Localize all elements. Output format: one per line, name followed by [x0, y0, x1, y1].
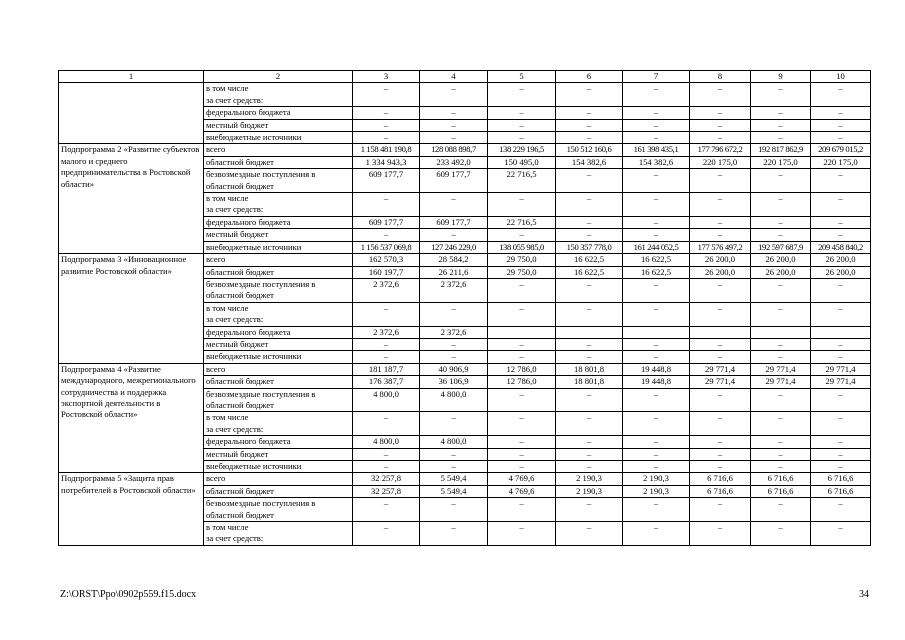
amount-cell: 32 257,8	[353, 485, 420, 497]
table-row	[59, 473, 871, 485]
amount-cell: –	[623, 498, 690, 522]
amount-cell: 26 211,6	[420, 266, 488, 278]
amount-cell: 6 716,6	[811, 485, 871, 497]
amount-cell	[556, 326, 623, 338]
amount-cell: 29 750,0	[488, 254, 556, 266]
amount-cell: 16 622,5	[556, 266, 623, 278]
funding-source-label: всего	[204, 363, 353, 375]
amount-cell: –	[690, 216, 751, 228]
table-row	[59, 144, 871, 156]
amount-cell: –	[623, 388, 690, 412]
amount-cell: 150 495,0	[488, 156, 556, 168]
amount-cell: –	[811, 132, 871, 144]
amount-cell: 29 771,4	[690, 376, 751, 388]
amount-cell: 36 106,9	[420, 376, 488, 388]
amount-cell: –	[420, 351, 488, 363]
amount-cell: –	[751, 412, 811, 436]
amount-cell: 192 817 862,9	[751, 144, 811, 156]
amount-cell: 6 716,6	[690, 485, 751, 497]
funding-source-label: внебюджетные источники	[204, 132, 353, 144]
column-header-6: 6	[556, 71, 623, 83]
amount-cell: –	[811, 107, 871, 119]
amount-cell: –	[690, 229, 751, 241]
amount-cell: –	[420, 132, 488, 144]
funding-source-label: всего	[204, 473, 353, 485]
amount-cell: 177 796 672,2	[690, 144, 751, 156]
amount-cell: –	[353, 522, 420, 546]
amount-cell: –	[556, 119, 623, 131]
table-row	[59, 254, 871, 266]
amount-cell: –	[353, 412, 420, 436]
amount-cell: 4 769,6	[488, 473, 556, 485]
amount-cell: –	[488, 412, 556, 436]
amount-cell: –	[488, 83, 556, 107]
funding-source-label: всего	[204, 144, 353, 156]
amount-cell: –	[690, 498, 751, 522]
amount-cell: 28 584,2	[420, 254, 488, 266]
amount-cell: 26 200,0	[690, 254, 751, 266]
amount-cell: –	[556, 461, 623, 473]
amount-cell: –	[353, 119, 420, 131]
funding-source-label: федерального бюджета	[204, 216, 353, 228]
amount-cell: 138 055 985,0	[488, 241, 556, 253]
amount-cell: –	[556, 448, 623, 460]
amount-cell: –	[623, 169, 690, 193]
table-body	[59, 83, 871, 545]
funding-source-label: безвозмездные поступления в областной бюджет	[204, 498, 353, 522]
amount-cell: –	[811, 412, 871, 436]
amount-cell: –	[811, 83, 871, 107]
funding-source-label: федерального бюджета	[204, 326, 353, 338]
amount-cell: –	[623, 132, 690, 144]
amount-cell: 209 679 015,2	[811, 144, 871, 156]
amount-cell	[811, 326, 871, 338]
amount-cell: 233 492,0	[420, 156, 488, 168]
amount-cell: –	[690, 461, 751, 473]
subprogram-name: Подпрограмма 5 «Защита прав потребителей в Ростовской области»	[59, 473, 204, 545]
amount-cell: –	[751, 448, 811, 460]
column-header-4: 4	[420, 71, 488, 83]
amount-cell: –	[556, 216, 623, 228]
amount-cell: 176 387,7	[353, 376, 420, 388]
amount-cell: –	[811, 351, 871, 363]
amount-cell: 4 769,6	[488, 485, 556, 497]
amount-cell: 32 257,8	[353, 473, 420, 485]
amount-cell: –	[488, 522, 556, 546]
amount-cell: –	[751, 216, 811, 228]
amount-cell: –	[623, 193, 690, 217]
amount-cell: –	[353, 132, 420, 144]
amount-cell: 19 448,8	[623, 363, 690, 375]
amount-cell: –	[811, 522, 871, 546]
amount-cell: –	[690, 83, 751, 107]
amount-cell: –	[353, 229, 420, 241]
amount-cell: 26 200,0	[751, 254, 811, 266]
amount-cell: –	[690, 338, 751, 350]
header-row	[59, 71, 871, 83]
amount-cell: –	[751, 302, 811, 326]
amount-cell: 161 398 435,1	[623, 144, 690, 156]
amount-cell: –	[556, 169, 623, 193]
amount-cell: –	[556, 302, 623, 326]
amount-cell: 5 549,4	[420, 485, 488, 497]
amount-cell: 1 158 481 190,8	[353, 144, 420, 156]
amount-cell: –	[811, 169, 871, 193]
amount-cell: 4 800,0	[420, 436, 488, 448]
funding-source-label: внебюджетные источники	[204, 461, 353, 473]
amount-cell: 6 716,6	[690, 473, 751, 485]
amount-cell	[690, 326, 751, 338]
amount-cell: –	[488, 119, 556, 131]
amount-cell: –	[488, 448, 556, 460]
amount-cell: 16 622,5	[623, 266, 690, 278]
amount-cell: –	[811, 119, 871, 131]
amount-cell: 2 190,3	[556, 473, 623, 485]
amount-cell: 5 549,4	[420, 473, 488, 485]
amount-cell: –	[353, 107, 420, 119]
column-header-2: 2	[204, 71, 353, 83]
amount-cell: –	[751, 351, 811, 363]
amount-cell: 161 244 052,5	[623, 241, 690, 253]
amount-cell: 26 200,0	[811, 266, 871, 278]
amount-cell: 160 197,7	[353, 266, 420, 278]
amount-cell: –	[420, 498, 488, 522]
amount-cell: –	[751, 107, 811, 119]
funding-source-label: областной бюджет	[204, 266, 353, 278]
amount-cell: –	[690, 193, 751, 217]
amount-cell: –	[811, 448, 871, 460]
amount-cell: 609 177,7	[353, 216, 420, 228]
amount-cell: 150 357 778,0	[556, 241, 623, 253]
subprogram-name: Подпрограмма 2 «Развитие субъектов малого и среднего предпринимательства в Ростовской области»	[59, 144, 204, 254]
amount-cell: –	[488, 193, 556, 217]
funding-source-label: областной бюджет	[204, 156, 353, 168]
amount-cell: –	[420, 461, 488, 473]
amount-cell: –	[556, 83, 623, 107]
subprogram-name	[59, 83, 204, 144]
amount-cell: 2 372,6	[420, 278, 488, 302]
subprogram-name: Подпрограмма 3 «Инновационное развитие Ростовской области»	[59, 254, 204, 364]
amount-cell: –	[556, 412, 623, 436]
amount-cell: –	[623, 229, 690, 241]
amount-cell: –	[690, 522, 751, 546]
amount-cell: 4 800,0	[420, 388, 488, 412]
amount-cell: –	[690, 388, 751, 412]
amount-cell: –	[811, 278, 871, 302]
amount-cell: 26 200,0	[690, 266, 751, 278]
amount-cell: –	[556, 522, 623, 546]
amount-cell: –	[623, 302, 690, 326]
document-path: Z:\ORST\Ppo\0902p559.f15.docx	[60, 589, 197, 600]
amount-cell: 40 906,9	[420, 363, 488, 375]
amount-cell: –	[690, 351, 751, 363]
table-row	[59, 83, 871, 107]
amount-cell: –	[811, 338, 871, 350]
amount-cell: –	[690, 302, 751, 326]
amount-cell: –	[488, 388, 556, 412]
amount-cell: 220 175,0	[690, 156, 751, 168]
amount-cell: –	[811, 461, 871, 473]
amount-cell: 16 622,5	[556, 254, 623, 266]
funding-source-label: в том числе за счет средств:	[204, 302, 353, 326]
amount-cell: –	[420, 193, 488, 217]
amount-cell: –	[623, 436, 690, 448]
funding-source-label: местный бюджет	[204, 448, 353, 460]
column-header-9: 9	[751, 71, 811, 83]
amount-cell: 6 716,6	[751, 473, 811, 485]
amount-cell: 22 716,5	[488, 169, 556, 193]
amount-cell: –	[488, 498, 556, 522]
page-number: 34	[859, 589, 869, 600]
funding-source-label: федерального бюджета	[204, 107, 353, 119]
amount-cell: –	[751, 119, 811, 131]
amount-cell: –	[488, 338, 556, 350]
amount-cell: –	[556, 107, 623, 119]
amount-cell: –	[556, 436, 623, 448]
funding-source-label: безвозмездные поступления в областной бюджет	[204, 278, 353, 302]
amount-cell: –	[488, 278, 556, 302]
amount-cell: 26 200,0	[811, 254, 871, 266]
amount-cell: 4 800,0	[353, 388, 420, 412]
amount-cell: –	[751, 229, 811, 241]
amount-cell: –	[353, 461, 420, 473]
amount-cell: –	[751, 132, 811, 144]
funding-source-label: безвозмездные поступления в областной бюджет	[204, 388, 353, 412]
amount-cell: –	[420, 119, 488, 131]
amount-cell: –	[811, 302, 871, 326]
amount-cell: 4 800,0	[353, 436, 420, 448]
amount-cell: –	[556, 498, 623, 522]
column-header-3: 3	[353, 71, 420, 83]
amount-cell: –	[556, 351, 623, 363]
amount-cell: –	[353, 193, 420, 217]
amount-cell: –	[420, 448, 488, 460]
amount-cell: 19 448,8	[623, 376, 690, 388]
amount-cell: –	[751, 436, 811, 448]
amount-cell: 2 190,3	[623, 485, 690, 497]
amount-cell: 29 771,4	[811, 376, 871, 388]
amount-cell: 609 177,7	[420, 169, 488, 193]
amount-cell: –	[623, 107, 690, 119]
amount-cell: 127 246 229,0	[420, 241, 488, 253]
amount-cell: –	[420, 302, 488, 326]
amount-cell: 29 771,4	[811, 363, 871, 375]
amount-cell: 6 716,6	[751, 485, 811, 497]
funding-source-label: в том числе за счет средств:	[204, 522, 353, 546]
amount-cell: 29 771,4	[751, 363, 811, 375]
amount-cell: –	[488, 229, 556, 241]
amount-cell: –	[623, 412, 690, 436]
amount-cell: –	[353, 338, 420, 350]
table-row	[59, 363, 871, 375]
amount-cell: 150 512 160,6	[556, 144, 623, 156]
amount-cell: –	[420, 107, 488, 119]
amount-cell: 12 786,0	[488, 363, 556, 375]
amount-cell: 162 570,3	[353, 254, 420, 266]
amount-cell	[623, 326, 690, 338]
amount-cell: 192 597 687,9	[751, 241, 811, 253]
funding-source-label: местный бюджет	[204, 338, 353, 350]
amount-cell: –	[488, 107, 556, 119]
column-header-1: 1	[59, 71, 204, 83]
table-header	[59, 71, 871, 83]
amount-cell: –	[811, 216, 871, 228]
amount-cell: 29 771,4	[751, 376, 811, 388]
amount-cell: –	[353, 302, 420, 326]
amount-cell: 2 190,3	[556, 485, 623, 497]
amount-cell: –	[690, 278, 751, 302]
amount-cell: 2 372,6	[420, 326, 488, 338]
amount-cell: 2 190,3	[623, 473, 690, 485]
amount-cell: –	[751, 169, 811, 193]
funding-source-label: местный бюджет	[204, 119, 353, 131]
amount-cell: –	[811, 436, 871, 448]
amount-cell: –	[623, 461, 690, 473]
amount-cell	[751, 326, 811, 338]
amount-cell: 220 175,0	[811, 156, 871, 168]
amount-cell: –	[690, 132, 751, 144]
amount-cell: –	[623, 216, 690, 228]
amount-cell: 18 801,8	[556, 363, 623, 375]
amount-cell: –	[556, 278, 623, 302]
amount-cell: –	[690, 169, 751, 193]
amount-cell: –	[623, 338, 690, 350]
funding-source-label: в том числе за счет средств:	[204, 412, 353, 436]
funding-source-label: внебюджетные источники	[204, 241, 353, 253]
amount-cell: 609 177,7	[420, 216, 488, 228]
amount-cell: –	[556, 338, 623, 350]
amount-cell: –	[420, 522, 488, 546]
funding-source-label: внебюджетные источники	[204, 351, 353, 363]
amount-cell: 209 458 840,2	[811, 241, 871, 253]
amount-cell: 181 187,7	[353, 363, 420, 375]
amount-cell: –	[353, 83, 420, 107]
amount-cell: –	[811, 498, 871, 522]
amount-cell: 2 372,6	[353, 278, 420, 302]
amount-cell: –	[420, 338, 488, 350]
amount-cell: 128 088 898,7	[420, 144, 488, 156]
amount-cell: –	[353, 498, 420, 522]
amount-cell: –	[623, 83, 690, 107]
amount-cell: –	[751, 193, 811, 217]
amount-cell: –	[751, 388, 811, 412]
amount-cell: 154 382,6	[623, 156, 690, 168]
amount-cell: –	[690, 107, 751, 119]
amount-cell: –	[690, 448, 751, 460]
amount-cell: –	[751, 522, 811, 546]
amount-cell: 16 622,5	[623, 254, 690, 266]
amount-cell: –	[353, 448, 420, 460]
amount-cell: 29 771,4	[690, 363, 751, 375]
amount-cell: 1 334 943,3	[353, 156, 420, 168]
amount-cell: 138 229 196,5	[488, 144, 556, 156]
funding-source-label: областной бюджет	[204, 376, 353, 388]
amount-cell: –	[556, 193, 623, 217]
funding-source-label: всего	[204, 254, 353, 266]
amount-cell: 18 801,8	[556, 376, 623, 388]
amount-cell: –	[488, 302, 556, 326]
amount-cell: 12 786,0	[488, 376, 556, 388]
amount-cell: –	[751, 461, 811, 473]
amount-cell: 609 177,7	[353, 169, 420, 193]
amount-cell: –	[811, 193, 871, 217]
amount-cell: –	[623, 119, 690, 131]
amount-cell: –	[488, 436, 556, 448]
amount-cell: 154 382,6	[556, 156, 623, 168]
amount-cell: 177 576 497,2	[690, 241, 751, 253]
funding-source-label: областной бюджет	[204, 485, 353, 497]
amount-cell: –	[751, 338, 811, 350]
amount-cell: –	[556, 132, 623, 144]
amount-cell: –	[420, 83, 488, 107]
amount-cell: 220 175,0	[751, 156, 811, 168]
subprogram-name: Подпрограмма 4 «Развитие международного, межрегионального сотрудничества и поддержка экспортной деятельности в Ростовской области»	[59, 363, 204, 473]
funding-source-label: в том числе за счет средств:	[204, 193, 353, 217]
amount-cell: –	[751, 498, 811, 522]
amount-cell: –	[623, 522, 690, 546]
funding-source-label: в том числе за счет средств:	[204, 83, 353, 107]
amount-cell: –	[488, 351, 556, 363]
column-header-8: 8	[690, 71, 751, 83]
amount-cell: –	[488, 461, 556, 473]
amount-cell: –	[353, 351, 420, 363]
amount-cell: 2 372,6	[353, 326, 420, 338]
amount-cell: –	[420, 229, 488, 241]
column-header-10: 10	[811, 71, 871, 83]
amount-cell: –	[690, 436, 751, 448]
amount-cell: –	[623, 278, 690, 302]
amount-cell: 26 200,0	[751, 266, 811, 278]
funding-source-label: федерального бюджета	[204, 436, 353, 448]
amount-cell: 6 716,6	[811, 473, 871, 485]
amount-cell: –	[556, 229, 623, 241]
amount-cell: –	[420, 412, 488, 436]
amount-cell: –	[811, 229, 871, 241]
amount-cell: –	[751, 83, 811, 107]
amount-cell: 29 750,0	[488, 266, 556, 278]
funding-source-label: местный бюджет	[204, 229, 353, 241]
funding-source-label: безвозмездные поступления в областной бюджет	[204, 169, 353, 193]
amount-cell: –	[556, 388, 623, 412]
amount-cell: –	[811, 388, 871, 412]
amount-cell: –	[488, 132, 556, 144]
amount-cell	[488, 326, 556, 338]
amount-cell: –	[623, 351, 690, 363]
amount-cell: –	[751, 278, 811, 302]
amount-cell: 1 156 537 069,8	[353, 241, 420, 253]
amount-cell: 22 716,5	[488, 216, 556, 228]
amount-cell: –	[690, 412, 751, 436]
column-header-5: 5	[488, 71, 556, 83]
amount-cell: –	[690, 119, 751, 131]
budget-table	[58, 70, 871, 546]
column-header-7: 7	[623, 71, 690, 83]
amount-cell: –	[623, 448, 690, 460]
